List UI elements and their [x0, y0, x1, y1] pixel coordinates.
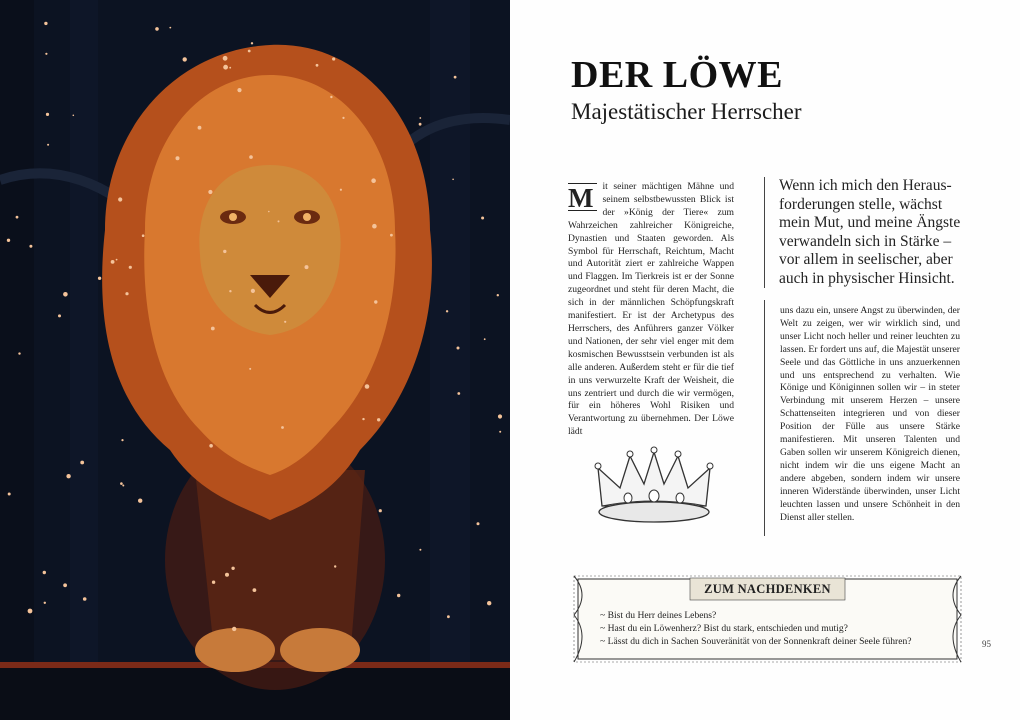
star	[268, 211, 270, 213]
star	[211, 327, 215, 331]
tree-trunk	[430, 0, 470, 720]
star	[98, 277, 101, 280]
pull-quote-line: vor allem in seelischer, aber	[779, 251, 953, 268]
star	[223, 65, 228, 70]
column-divider	[764, 300, 765, 536]
star	[223, 250, 226, 253]
star	[372, 224, 377, 229]
body-text-left: it seiner mächtigen Mähne und seinem selbstbewussten Blick ist der »König der Tiere« zum Wahrzeichen zahlreicher Königreiche, Dynastien und Staaten geworden. Als Symbol für Herrschaft, Reichtum, Macht und Autorität ziert er zahlreiche Wappen und Flaggen. Im Tierkreis ist er der Sonne zugeordnet und steht für deren Macht, die sich in der männlichen Schöpfungskraft manifestiert. Er ist der Archetypus des Herrschers, des Anführers ganzer Völker und Nationen, der sehr viel enger mit dem kosmischen Bewusstsein verbunden ist als alle anderen. Außerdem steht er für die tief in uns verwurzelte Kraft der Weisheit, die uns zentriert und durch die wir vermögen, für ein höheres Wohl Risiken und Verantwortung zu übernehmen. Der Löwe lädt	[568, 181, 734, 438]
lion-paw-left	[195, 628, 275, 672]
star	[80, 461, 84, 465]
reflection-questions	[600, 609, 912, 648]
star	[498, 414, 502, 418]
star	[28, 609, 33, 614]
star	[231, 567, 234, 570]
star	[16, 216, 19, 219]
star	[122, 485, 124, 487]
reflection-question: ~ Hast du ein Löwenherz? Bist du stark, entschieden und mutig?	[600, 623, 848, 634]
star	[129, 266, 132, 269]
star	[447, 615, 450, 618]
body-text-right: uns dazu ein, unsere Angst zu überwinden, der Welt zu zeigen, wer wir wirklich sind, und unser Licht noch heller und reiner leuchten zu lassen. Er fordert uns auf, die Majestät unserer Seele und das Göttliche in uns anzuerkennen und uns entsprechend zu verhalten. Wie Könige und Königinnen sollen wir – in steter Verbindung mit unserem Herzen – unsere Schattenseiten integrieren und von dieser Position der Fülle aus unsere Stärke manifestieren. Mit unseren Talenten und Gaben sollen wir unserem Königreich dienen, nicht indem wir die uns eigene Macht an andere abgeben, sondern indem wir unsere inneren Widerstände überwinden, unser Licht leuchten lassen und unsere Schönheit in den Dienst aller stellen.	[780, 305, 960, 523]
pull-quote-line: forderungen stelle, wächst	[779, 195, 943, 213]
star	[229, 67, 231, 69]
star	[120, 482, 123, 485]
star	[44, 602, 46, 604]
star	[209, 444, 213, 448]
tree-trunk	[70, 0, 98, 720]
star	[58, 314, 61, 317]
star	[63, 292, 68, 297]
star	[121, 439, 123, 441]
star	[371, 178, 376, 183]
star	[225, 573, 229, 577]
page-number: 95	[982, 639, 991, 649]
body-column-right	[780, 305, 960, 524]
lion-pupil-right	[303, 213, 311, 221]
pull-quote-line: verwandeln sich in Stärke –	[779, 232, 952, 250]
star	[138, 499, 142, 503]
body-column-left	[568, 181, 734, 439]
star	[237, 88, 241, 92]
pull-quote-line: Wenn ich mich den Heraus-	[779, 177, 952, 194]
star	[29, 245, 32, 248]
star	[454, 76, 457, 79]
lion-paw-right	[280, 628, 360, 672]
star	[253, 588, 257, 592]
star	[379, 509, 382, 512]
star	[176, 156, 180, 160]
star	[481, 217, 484, 220]
star	[223, 56, 228, 61]
star	[305, 265, 309, 269]
star	[484, 338, 486, 340]
reflection-box	[570, 575, 965, 663]
star	[457, 347, 460, 350]
star	[251, 289, 255, 293]
star	[365, 384, 370, 389]
page-subtitle: Majestätischer Herrscher	[571, 99, 802, 124]
page-title: DER LÖWE	[571, 54, 783, 96]
reflection-heading: ZUM NACHDENKEN	[704, 582, 831, 596]
star	[362, 418, 364, 420]
star	[66, 474, 70, 478]
star	[45, 53, 47, 55]
star	[63, 583, 67, 587]
star	[155, 27, 159, 31]
star	[284, 321, 286, 323]
star	[7, 239, 10, 242]
star	[397, 594, 400, 597]
star	[229, 290, 231, 292]
star	[374, 300, 377, 303]
reflection-question: ~ Lässt du dich in Sachen Souveränität von der Sonnenkraft deiner Seele führen?	[600, 636, 912, 647]
star	[125, 292, 128, 295]
star	[377, 418, 380, 421]
star	[18, 352, 20, 354]
star	[47, 144, 49, 146]
star	[340, 189, 342, 191]
star	[232, 627, 236, 631]
star	[251, 42, 253, 44]
star	[208, 190, 212, 194]
star	[419, 123, 422, 126]
star	[249, 368, 251, 370]
star	[8, 493, 11, 496]
star	[332, 57, 335, 60]
star	[249, 155, 253, 159]
star	[497, 294, 499, 296]
crown-icon	[588, 446, 720, 536]
star	[281, 426, 284, 429]
text-page	[510, 0, 1020, 720]
star	[446, 310, 448, 312]
star	[330, 96, 332, 98]
pull-quote-line: mein Mut, und meine Ängste	[779, 214, 961, 231]
reflection-question: ~ Bist du Herr deines Lebens?	[600, 610, 717, 621]
star	[118, 197, 122, 201]
star	[142, 234, 145, 237]
lion-face	[199, 165, 340, 335]
star	[169, 27, 171, 29]
star	[477, 522, 480, 525]
star	[419, 117, 421, 119]
star	[46, 113, 49, 116]
drop-cap: M	[568, 183, 597, 211]
star	[183, 57, 187, 61]
star	[390, 234, 393, 237]
star	[44, 22, 47, 25]
star	[487, 601, 491, 605]
star	[316, 64, 319, 67]
star	[342, 117, 344, 119]
star	[499, 431, 501, 433]
star	[278, 220, 280, 222]
star	[212, 581, 215, 584]
star	[457, 392, 460, 395]
pull-quote	[764, 177, 979, 288]
star	[116, 259, 118, 261]
star	[419, 549, 421, 551]
star	[83, 597, 87, 601]
star	[73, 115, 75, 117]
star	[198, 126, 202, 130]
star	[452, 179, 454, 181]
pull-quote-line: auch in physischer Hinsicht.	[779, 269, 955, 287]
star	[248, 50, 251, 53]
star	[43, 571, 46, 574]
star	[111, 260, 115, 264]
lion-pupil-left	[229, 213, 237, 221]
star	[334, 565, 336, 567]
